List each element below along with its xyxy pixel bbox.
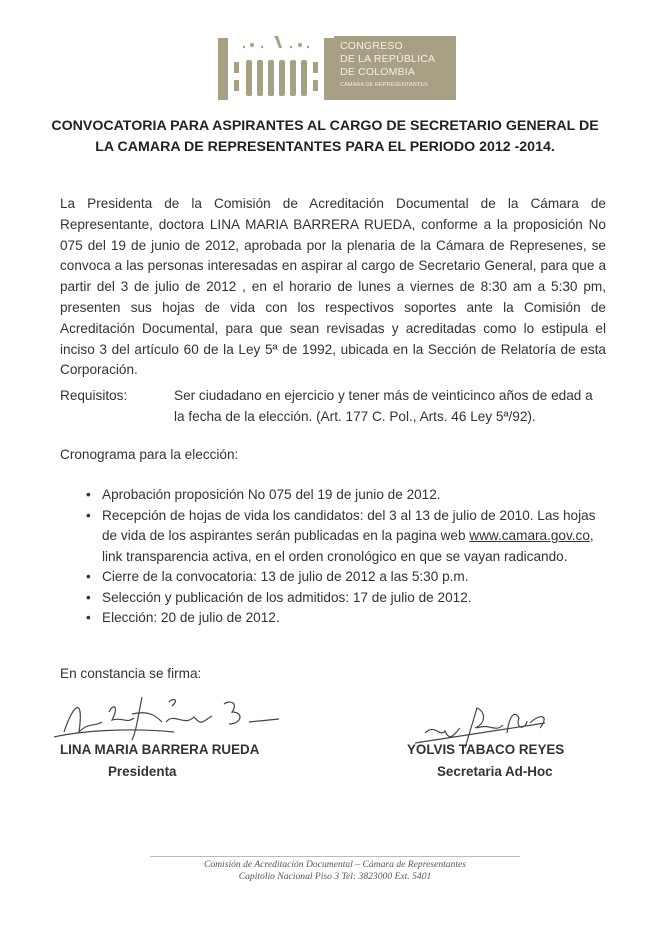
intro-paragraph: La Presidenta de la Comisión de Acreditación Documental de la Cámara de Representante, doctora LINA MARIA BARRERA RUEDA, conforme a la proposición No 075 del 19 de junio de 2012, aprobada por la plenaria de la Cámara de Represenes, se convoca a las personas interesadas en aspirar al cargo de Secretario General, para que a partir del 3 de julio de 2012 , en el horario de lunes a viernes de 8:30 am a 5:30 pm, presenten sus hojas de vida con los respectivos soportes ante la Comisión de Acreditación Documental, para que sean revisadas y acreditadas como lo estipula el inciso 3 del artículo 60 de la Ley 5ª de 1992, ubicada en la Sección de Relatoría de esta Corporación. xyxy=(60,196,606,378)
logo-line-3: DE COLOMBIA xyxy=(340,66,416,78)
title-line-1: CONVOCATORIA PARA ASPIRANTES AL CARGO DE SECRETARIO GENERAL DE xyxy=(51,118,599,134)
congress-logo xyxy=(216,32,456,100)
footer-line-1: Comisión de Acreditación Documental – Cámara de Representantes xyxy=(203,859,467,870)
footer-line-2: Capitolio Nacional Piso 3 Tel: 3823000 Ext. 5401 xyxy=(238,871,432,882)
signatory-left-name: LINA MARIA BARRERA RUEDA xyxy=(60,742,260,757)
signatory-right-role: Secretaria Ad-Hoc xyxy=(437,764,553,779)
cronograma-list xyxy=(86,485,606,629)
requisitos-label: Requisitos: xyxy=(60,388,128,403)
list-item-text-continued: , link transparencia activa, en el orden cronológico en que se vayan radicando. xyxy=(102,528,594,564)
list-item xyxy=(86,608,606,629)
list-item-text: Recepción de hojas de vida los candidatos: del 3 al 13 de julio de 2010. Las hojas de vida de los aspirantes serán publicadas en la pagina web xyxy=(102,507,596,543)
website-link[interactable]: www.camara.gov.co xyxy=(469,528,590,543)
signatory-right-name: YOLVIS TABACO REYES xyxy=(407,742,565,757)
list-item-text: Aprobación proposición No 075 del 19 de junio de 2012. xyxy=(102,487,441,502)
list-item-text: Elección: 20 de julio de 2012. xyxy=(102,610,280,625)
footer-divider xyxy=(150,856,520,857)
footer xyxy=(150,859,520,883)
list-item xyxy=(86,485,606,506)
title-line-2: LA CAMARA DE REPRESENTANTES PARA EL PERIODO 2012 -2014. xyxy=(95,139,555,155)
list-item-text: Cierre de la convocatoria: 13 de julio de 2012 a las 5:30 p.m. xyxy=(102,569,469,584)
document-title xyxy=(40,116,610,158)
logo-text-box xyxy=(334,36,456,100)
logo-subline: CÁMARA DE REPRESENTANTES xyxy=(340,82,428,88)
list-item xyxy=(86,588,606,609)
signature-intro: En constancia se firma: xyxy=(60,666,202,681)
cronograma-title: Cronograma para la elección: xyxy=(60,447,239,462)
signatory-left-role: Presidenta xyxy=(108,764,177,779)
list-item-text: Selección y publicación de los admitidos: 17 de julio de 2012. xyxy=(102,589,472,605)
requisitos-text: Ser ciudadano en ejercicio y tener más de veinticinco años de edad a la fecha de la elección. (Art. 177 C. Pol., Arts. 46 Ley 5ª/92). xyxy=(174,388,593,424)
list-item xyxy=(86,506,606,568)
logo-line-1: CONGRESO xyxy=(340,40,403,52)
capitol-building-icon xyxy=(216,32,334,100)
list-item xyxy=(86,567,606,588)
logo-line-2: DE LA REPÚBLICA xyxy=(340,53,436,65)
signature-left-icon xyxy=(54,692,284,742)
